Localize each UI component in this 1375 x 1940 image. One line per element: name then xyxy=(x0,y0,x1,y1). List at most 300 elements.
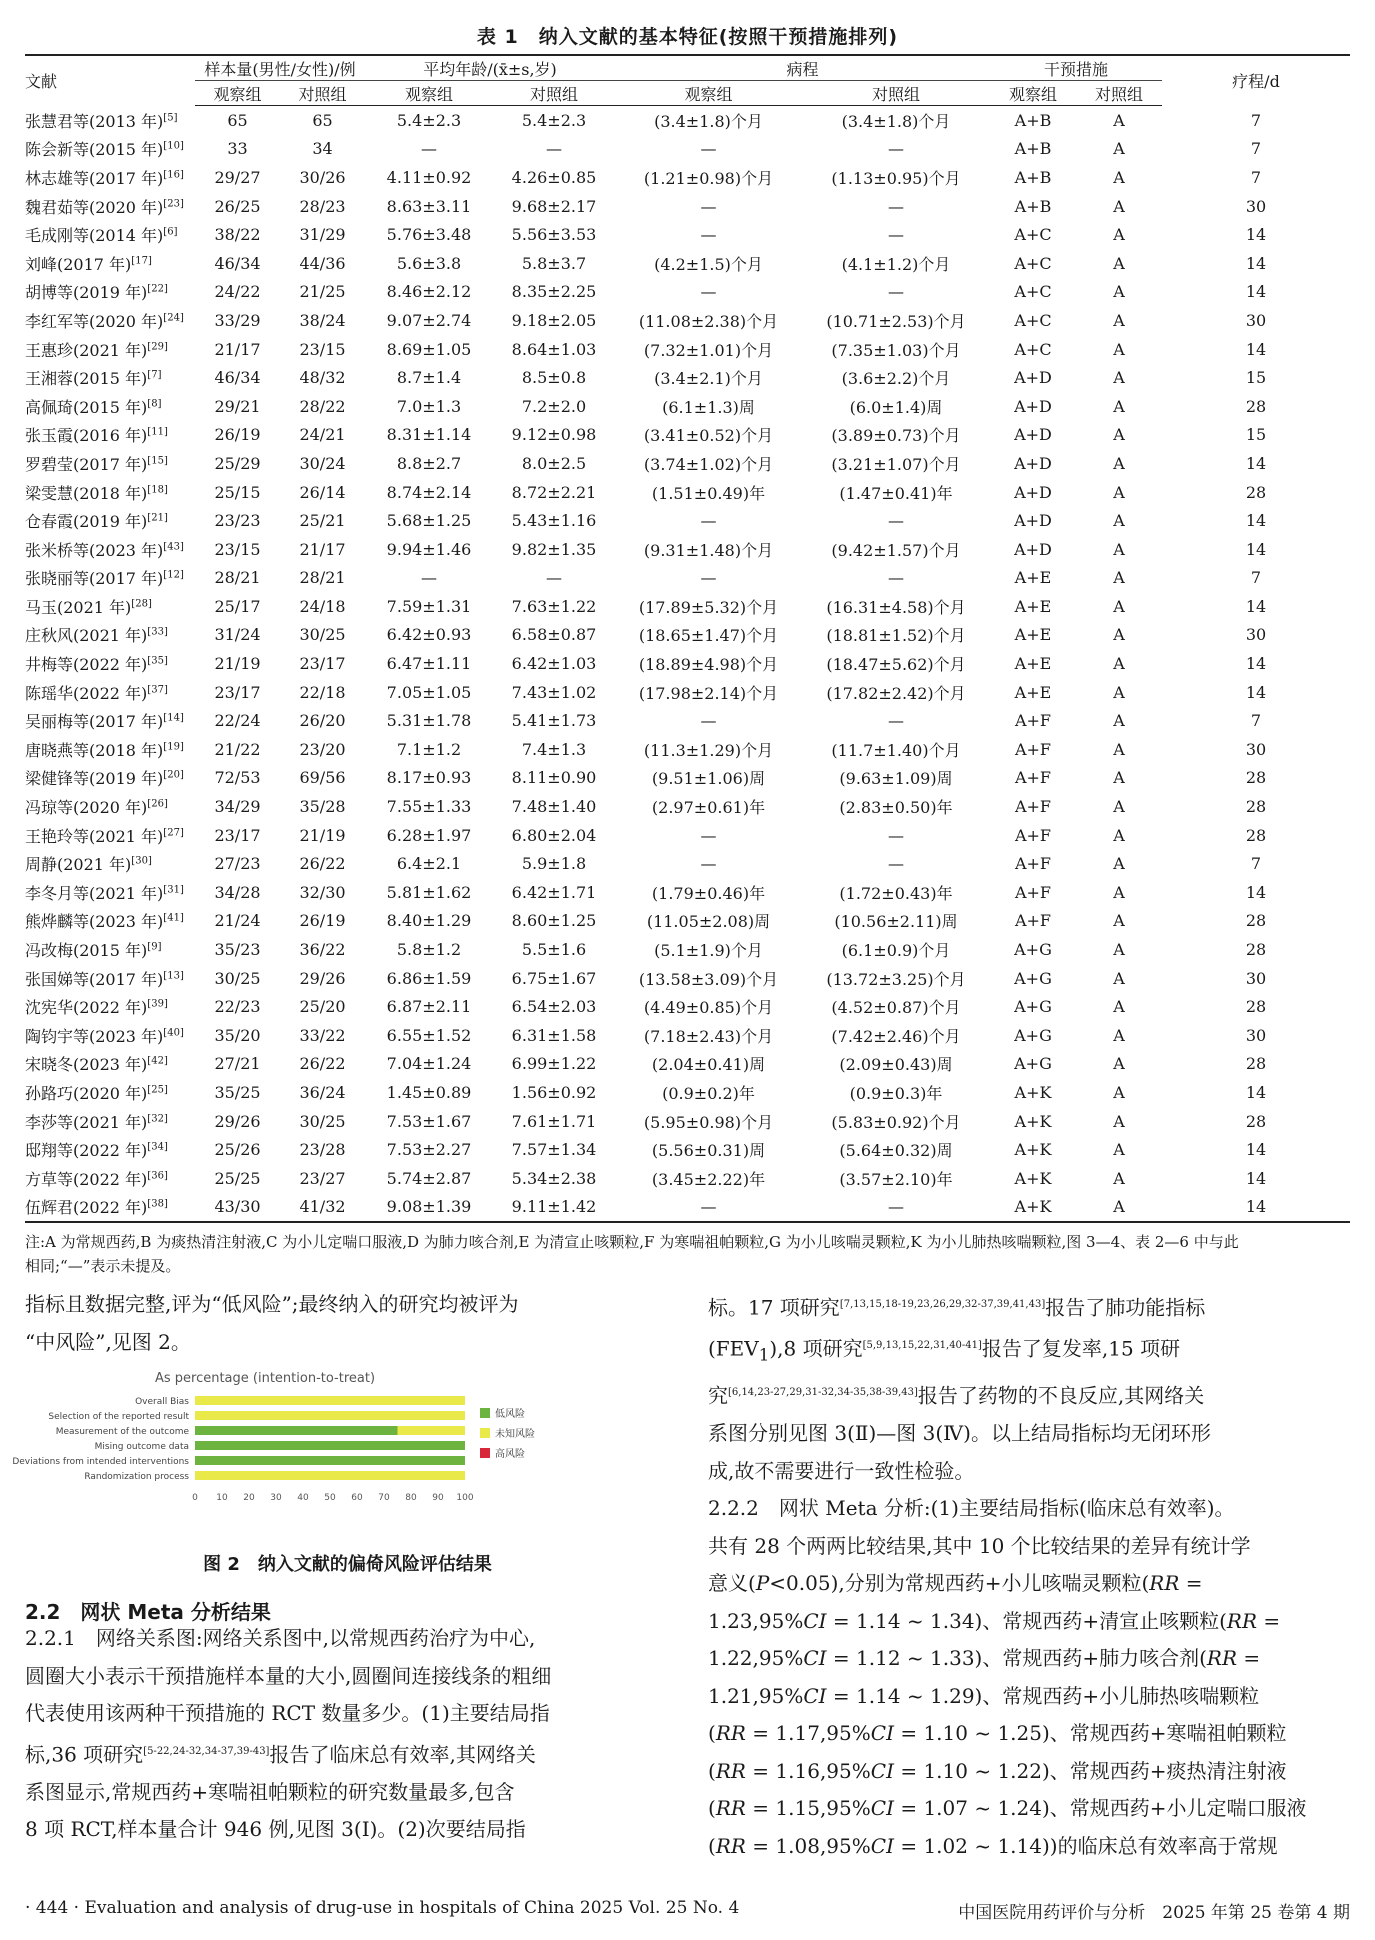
table-cell: A+G xyxy=(1014,1054,1052,1074)
table-cell: 7.55±1.33 xyxy=(386,797,472,817)
table-cell: A+D xyxy=(1014,482,1052,502)
table-cell: 7.1±1.2 xyxy=(396,739,462,759)
table-cell: A xyxy=(1113,482,1125,502)
citation: 20 xyxy=(167,770,180,782)
table-cell: A+B xyxy=(1014,167,1052,187)
table-cell: A+D xyxy=(1014,425,1052,445)
table-row xyxy=(25,678,1350,707)
table-cell: 28/21 xyxy=(214,568,261,588)
study-cell xyxy=(25,421,195,450)
table-cell: 5.5±1.6 xyxy=(521,940,587,960)
table-cell: 5.6±3.8 xyxy=(396,253,462,273)
bracket: ] xyxy=(163,1084,168,1096)
table-cell: A xyxy=(1113,568,1125,588)
table-cell: (7.32±1.01)个月 xyxy=(643,340,774,360)
table-cell: A+C xyxy=(1014,253,1052,273)
table-cell: (2.97±0.61)年 xyxy=(651,798,766,818)
bracket: ] xyxy=(163,484,168,496)
table-row xyxy=(25,735,1350,764)
table-cell: 14 xyxy=(1245,339,1267,359)
figure-2-caption: 图 2 纳入文献的偏倚风险评估结果 xyxy=(203,1554,492,1575)
citation: 27 xyxy=(167,827,180,839)
footer-left: · 444 · Evaluation and analysis of drug-use in hospitals of China 2025 Vol. 25 No. 4 xyxy=(25,1898,740,1918)
table-cell: A+K xyxy=(1014,1082,1052,1102)
table-cell: 8.7±1.4 xyxy=(396,368,462,388)
text-line: (FEV xyxy=(708,1336,759,1361)
table-cell: 28 xyxy=(1245,940,1267,960)
table-cell: (13.58±3.09)个月 xyxy=(638,969,779,989)
table-cell: 30/26 xyxy=(299,167,346,187)
table-cell: 9.82±1.35 xyxy=(511,539,597,559)
study-name: 高佩琦(2015 年) xyxy=(25,397,148,417)
table-cell: 7.61±1.71 xyxy=(511,1111,597,1131)
bracket: [ xyxy=(163,970,168,982)
table-cell: — xyxy=(888,854,904,874)
text-line: = xyxy=(1237,1646,1261,1671)
bracket: [ xyxy=(147,1141,152,1153)
table-row xyxy=(25,849,1350,878)
study-cell xyxy=(25,1135,195,1164)
bracket: [ xyxy=(163,1027,168,1039)
table-cell: 25/20 xyxy=(299,997,346,1017)
table-cell: A+K xyxy=(1014,1140,1052,1160)
table-cell: (18.81±1.52)个月 xyxy=(826,626,966,646)
table-cell: 7 xyxy=(1250,854,1262,874)
table-cell: (13.72±3.25)个月 xyxy=(826,969,966,989)
header-obs: 观察组 xyxy=(615,81,802,106)
bracket: [ xyxy=(163,169,168,181)
table-cell: (7.35±1.03)个月 xyxy=(831,340,961,360)
table-cell: A xyxy=(1113,911,1125,931)
table-cell: (5.1±1.9)个月 xyxy=(654,941,763,961)
bracket: [ xyxy=(163,884,168,896)
table-cell: A xyxy=(1113,225,1125,245)
text-line: = 1.14 ~ 1.29)、常规西药+小儿肺热咳喘颗粒 xyxy=(826,1683,1260,1708)
table-cell: 8.5±0.8 xyxy=(521,368,587,388)
table-cell: (2.83±0.50)年 xyxy=(839,798,953,818)
category-label: Mising outcome data xyxy=(94,1442,189,1452)
table-cell: — xyxy=(700,825,717,845)
table-cell: A+B xyxy=(1014,196,1052,216)
text-line: = 1.16,95% xyxy=(745,1758,871,1783)
legend-swatch xyxy=(480,1448,490,1458)
table-cell: 36/22 xyxy=(299,940,346,960)
text-line: 系图显示,常规西药+寒喘祖帕颗粒的研究数量最多,包含 xyxy=(25,1779,515,1804)
table-cell: 38/24 xyxy=(299,310,346,330)
study-name: 罗碧莹(2017 年) xyxy=(25,454,148,474)
table-cell: 30 xyxy=(1245,196,1267,216)
table-cell: — xyxy=(700,196,717,216)
x-tick-label: 0 xyxy=(192,1493,198,1503)
table-cell: 35/20 xyxy=(214,1025,261,1045)
table-cell: 22/24 xyxy=(214,711,261,731)
bracket: [ xyxy=(147,427,152,438)
table-body xyxy=(25,106,1350,1223)
text-line: 系图分别见图 3(Ⅱ)—图 3(Ⅳ)。以上结局指标均无闭环形 xyxy=(708,1421,1211,1446)
study-name: 张国娣等(2017 年) xyxy=(25,969,164,989)
study-cell xyxy=(25,106,195,135)
table-cell: A xyxy=(1113,1025,1125,1045)
table-cell: 21/25 xyxy=(299,282,346,302)
table-cell: A xyxy=(1113,596,1125,616)
table-row xyxy=(25,363,1350,392)
bracket: ] xyxy=(179,913,184,925)
table-cell: 69/56 xyxy=(299,768,346,788)
table-cell: — xyxy=(700,854,717,874)
table-cell: 25/26 xyxy=(214,1140,261,1160)
table-cell: — xyxy=(421,139,437,159)
table-cell: (11.7±1.40)个月 xyxy=(831,740,961,760)
header-ctl: 对照组 xyxy=(802,81,990,106)
table-cell: 25/21 xyxy=(299,511,346,531)
table-cell: 14 xyxy=(1245,282,1267,302)
table-cell: (3.41±0.52)个月 xyxy=(643,426,774,446)
table-cell: 6.47±1.11 xyxy=(386,654,472,674)
bar-segment xyxy=(398,1426,466,1435)
citation: 16 xyxy=(167,169,180,181)
text-line: 代表使用该两种干预措施的 RCT 数量多少。(1)主要结局指 xyxy=(25,1701,550,1725)
study-cell xyxy=(25,621,195,650)
table-cell: 7.43±1.02 xyxy=(511,682,597,702)
citation: 25 xyxy=(151,1084,164,1096)
table-cell: 14 xyxy=(1245,253,1267,273)
study-cell xyxy=(25,163,195,192)
x-tick-label: 90 xyxy=(432,1493,444,1503)
bracket: ] xyxy=(173,112,178,124)
table-cell: A xyxy=(1113,425,1125,445)
table-cell: 7 xyxy=(1250,110,1262,130)
study-name: 宋晓冬(2023 年) xyxy=(25,1055,148,1075)
table-cell: 7.63±1.22 xyxy=(511,596,597,616)
study-name: 胡博等(2019 年) xyxy=(25,283,148,303)
table-cell: 14 xyxy=(1245,511,1267,531)
table-cell: 8.69±1.05 xyxy=(386,339,472,359)
study-name: 陶钧宇等(2023 年) xyxy=(25,1026,164,1046)
study-cell xyxy=(25,135,195,164)
table-cell: — xyxy=(802,1193,990,1223)
study-name: 沈宪华(2022 年) xyxy=(25,998,148,1018)
bracket: [ xyxy=(147,512,152,524)
study-name: 毛成刚等(2014 年) xyxy=(25,226,164,246)
table-cell: 1.45±0.89 xyxy=(386,1082,472,1102)
study-cell xyxy=(25,449,195,478)
text-line: = 1.02 ~ 1.14))的临床总有效率高于常规 xyxy=(893,1833,1278,1858)
table-cell: A xyxy=(1113,396,1125,416)
bracket: [ xyxy=(147,284,152,296)
study-cell xyxy=(25,964,195,993)
table-cell: 30 xyxy=(1245,968,1267,988)
bar-segment xyxy=(195,1411,465,1420)
text-line: RR xyxy=(715,1833,746,1858)
table-cell: 6.4±2.1 xyxy=(396,854,462,874)
table-cell: A xyxy=(1113,282,1125,302)
table-cell: (17.98±2.14)个月 xyxy=(638,683,779,703)
table-cell: A xyxy=(1113,511,1125,531)
table-cell: (7.42±2.46)个月 xyxy=(831,1026,961,1046)
table-cell: A xyxy=(1113,368,1125,388)
table-cell: (11.08±2.38)个月 xyxy=(638,311,779,331)
table-cell: (5.56±0.31)周 xyxy=(651,1141,766,1161)
bracket: [ xyxy=(147,484,152,496)
table-cell: A+C xyxy=(1014,282,1052,302)
table-cell: A+K xyxy=(990,1193,1076,1223)
table-cell: (2.04±0.41)周 xyxy=(651,1055,766,1075)
table-cell: 35/25 xyxy=(214,1082,261,1102)
table-row xyxy=(25,621,1350,650)
text-line: CI xyxy=(803,1608,827,1633)
bracket: ] xyxy=(163,798,168,810)
study-cell xyxy=(25,735,195,764)
bracket: [ xyxy=(147,684,152,696)
legend-swatch xyxy=(480,1428,490,1438)
legend-label: 低风险 xyxy=(495,1409,525,1420)
table-cell: 14 xyxy=(1245,682,1267,702)
study-cell xyxy=(25,649,195,678)
table-cell: A+F xyxy=(1014,854,1052,874)
study-cell xyxy=(25,363,195,392)
text-line: 报告了药物的不良反应,其网络关 xyxy=(917,1383,1205,1408)
paragraph xyxy=(708,1286,1353,1865)
bracket: ] xyxy=(179,827,184,839)
text-line: CI xyxy=(870,1721,894,1746)
table-cell: 8.17±0.93 xyxy=(386,768,472,788)
table-cell: A+C xyxy=(1014,225,1052,245)
table-cell: 5.8±1.2 xyxy=(396,940,462,960)
table-cell: 25/17 xyxy=(214,596,261,616)
study-name: 方草等(2022 年) xyxy=(25,1169,148,1189)
table-cell: 9.11±1.42 xyxy=(493,1193,615,1223)
table-row xyxy=(25,220,1350,249)
bracket: ] xyxy=(179,312,184,324)
table-cell: 15 xyxy=(1245,368,1267,388)
text-line: 8 项 RCT,样本量合计 946 例,见图 3(Ⅰ)。(2)次要结局指 xyxy=(25,1817,526,1842)
table-cell: 25/15 xyxy=(214,482,261,502)
table-cell: (4.49±0.85)个月 xyxy=(643,998,774,1018)
table-cell: A+G xyxy=(1014,968,1052,988)
category-label: Measurement of the outcome xyxy=(55,1427,189,1437)
citation: 28 xyxy=(135,598,148,610)
study-cell xyxy=(25,764,195,793)
table-cell: 8.72±2.21 xyxy=(511,482,597,502)
bracket: [ xyxy=(163,112,168,124)
table-cell: 23/15 xyxy=(214,539,261,559)
table-cell: 6.80±2.04 xyxy=(511,825,597,845)
table-cell: A xyxy=(1113,1140,1125,1160)
text-line: 报告了临床总有效率,其网络关 xyxy=(269,1742,536,1767)
table-cell: 26/25 xyxy=(214,196,261,216)
x-tick-label: 20 xyxy=(243,1493,255,1503)
bar-segment xyxy=(195,1441,465,1450)
header-study: 文献 xyxy=(25,55,195,106)
bracket: [ xyxy=(163,198,168,210)
table-row xyxy=(25,1164,1350,1193)
citation: 24 xyxy=(167,312,180,324)
bracket: ] xyxy=(163,998,168,1010)
table-cell: 7.53±2.27 xyxy=(386,1140,472,1160)
table-cell: (9.51±1.06)周 xyxy=(651,769,766,789)
bracket: [ xyxy=(131,598,136,610)
table-cell: 8.64±1.03 xyxy=(511,339,597,359)
table-cell: A+F xyxy=(1014,768,1052,788)
table-cell: 26/19 xyxy=(299,911,346,931)
table-cell: 8.40±1.29 xyxy=(386,911,472,931)
bracket: ] xyxy=(173,226,178,238)
table-cell: — xyxy=(615,1193,802,1223)
text-line: = xyxy=(1179,1571,1203,1596)
text-line: CI xyxy=(870,1758,894,1783)
table-cell: (1.13±0.95)个月 xyxy=(831,168,961,188)
table-row xyxy=(25,821,1350,850)
header-ctl: 对照组 xyxy=(280,81,365,106)
study-cell xyxy=(25,992,195,1021)
table-cell: (18.89±4.98)个月 xyxy=(638,655,779,675)
table-cell: 4.26±0.85 xyxy=(511,167,597,187)
left-column-body xyxy=(25,1620,670,1849)
table-cell: (18.65±1.47)个月 xyxy=(638,626,779,646)
table-cell: 7.04±1.24 xyxy=(386,1054,472,1074)
table-row xyxy=(25,792,1350,821)
bracket: ] xyxy=(163,1056,168,1068)
table-cell: 21/22 xyxy=(214,739,261,759)
bracket: [ xyxy=(147,341,152,353)
table-cell: A xyxy=(1113,854,1125,874)
citation: 40 xyxy=(167,1027,180,1039)
bracket: ] xyxy=(179,141,184,153)
table-cell: 7.2±2.0 xyxy=(521,396,587,416)
study-cell xyxy=(25,1193,195,1223)
study-cell xyxy=(25,1050,195,1079)
table-cell: (9.31±1.48)个月 xyxy=(643,540,774,560)
text-line: RR xyxy=(1149,1571,1180,1596)
table-cell: (10.71±2.53)个月 xyxy=(826,311,966,331)
study-name: 马玉(2021 年) xyxy=(25,597,132,617)
table-cell: A xyxy=(1113,625,1125,645)
text-line: 共有 28 个两两比较结果,其中 10 个比较结果的差异有统计学 xyxy=(708,1533,1251,1558)
study-name: 仓春霞(2019 年) xyxy=(25,512,148,532)
table-cell: A+B xyxy=(1014,110,1052,130)
table-cell: — xyxy=(888,825,904,845)
table-cell: A+G xyxy=(1014,997,1052,1017)
table-cell: 8.74±2.14 xyxy=(386,482,472,502)
table-cell: 9.18±2.05 xyxy=(511,310,597,330)
table-cell: A xyxy=(1113,539,1125,559)
table-cell: 34/29 xyxy=(214,797,261,817)
bracket: [ xyxy=(147,655,152,667)
bracket: ] xyxy=(163,655,168,667)
table-cell: 24/21 xyxy=(299,425,346,445)
table-cell: 5.74±2.87 xyxy=(386,1168,472,1188)
table-cell: A+F xyxy=(1014,797,1052,817)
table-cell: (17.82±2.42)个月 xyxy=(826,683,966,703)
citation: 34 xyxy=(151,1141,164,1153)
table-cell: — xyxy=(888,711,904,731)
bracket: [ xyxy=(147,1199,152,1211)
study-characteristics-table xyxy=(25,54,1350,1223)
table-cell: A xyxy=(1113,339,1125,359)
table-cell: A xyxy=(1113,711,1125,731)
bracket: ] xyxy=(163,627,168,639)
bracket: ] xyxy=(147,598,152,610)
citation: [5,9,13,15,22,31,40-41] xyxy=(862,1340,982,1352)
chart-xticks xyxy=(192,1493,474,1503)
bracket: [ xyxy=(131,255,136,267)
table-cell: (6.1±0.9)个月 xyxy=(841,941,951,961)
table-cell: 5.8±3.7 xyxy=(521,253,587,273)
bracket: ] xyxy=(163,1199,168,1211)
table-row xyxy=(25,135,1350,164)
table-row xyxy=(25,992,1350,1021)
table-cell: 7 xyxy=(1250,167,1262,187)
table-cell: (2.09±0.43)周 xyxy=(839,1055,953,1075)
table-row xyxy=(25,907,1350,936)
table-cell: — xyxy=(546,139,562,159)
text-line: ),8 项研究 xyxy=(769,1336,863,1361)
citation: 9 xyxy=(151,941,158,953)
table-cell: (0.9±0.3)年 xyxy=(849,1083,943,1103)
citation: [5-22,24-32,34-37,39-43] xyxy=(143,1745,270,1757)
study-cell xyxy=(25,335,195,364)
table-cell: 25/29 xyxy=(214,453,261,473)
table-cell: A xyxy=(1113,253,1125,273)
table-cell: — xyxy=(700,511,717,531)
table-cell: 30/25 xyxy=(299,1111,346,1131)
citation: 15 xyxy=(151,455,164,467)
table-cell: 23/23 xyxy=(214,511,261,531)
table-cell: A+E xyxy=(1014,596,1052,616)
text-line: RR xyxy=(715,1721,746,1746)
x-tick-label: 30 xyxy=(270,1493,282,1503)
bracket: ] xyxy=(157,398,162,410)
category-label: Randomization process xyxy=(84,1472,189,1482)
citation: [7,13,15,18-19,23,26,29,32-37,39,41,43] xyxy=(839,1299,1046,1310)
table-cell: 21/24 xyxy=(214,911,261,931)
study-name: 王惠珍(2021 年) xyxy=(25,340,148,360)
bracket: ] xyxy=(147,255,152,267)
study-name: 熊烨麟等(2023 年) xyxy=(25,912,164,932)
citation: 38 xyxy=(151,1199,164,1211)
table-cell: 31/29 xyxy=(299,225,346,245)
x-tick-label: 60 xyxy=(351,1493,363,1503)
chart-title: As percentage (intention-to-treat) xyxy=(154,1371,376,1386)
study-cell xyxy=(25,306,195,335)
bracket: [ xyxy=(163,226,168,238)
table-cell: 28 xyxy=(1245,911,1267,931)
table-cell: (5.95±0.98)个月 xyxy=(643,1112,774,1132)
table-cell: 27/23 xyxy=(214,854,261,874)
table-cell: A+E xyxy=(1014,568,1052,588)
table-cell: 30 xyxy=(1245,739,1267,759)
table-cell: A+D xyxy=(1014,453,1052,473)
text-line: 1.21,95% xyxy=(708,1683,804,1708)
table-cell: A+F xyxy=(1014,911,1052,931)
table-cell: — xyxy=(888,511,904,531)
bracket: [ xyxy=(147,1170,152,1182)
table-cell: A xyxy=(1113,1054,1125,1074)
citation: 32 xyxy=(151,1113,164,1125)
study-cell xyxy=(25,849,195,878)
text-line: ( xyxy=(708,1758,716,1783)
table-cell: A+D xyxy=(1014,368,1052,388)
table-cell: 65 xyxy=(312,110,333,130)
table-cell: A xyxy=(1113,1168,1125,1188)
table-cell: 65 xyxy=(227,110,248,130)
citation: 17 xyxy=(135,255,148,267)
x-tick-label: 80 xyxy=(405,1493,417,1503)
text-line: RR xyxy=(715,1796,746,1821)
table-row xyxy=(25,935,1350,964)
table-cell: 29/27 xyxy=(214,167,261,187)
table-cell: 7.59±1.31 xyxy=(386,596,472,616)
